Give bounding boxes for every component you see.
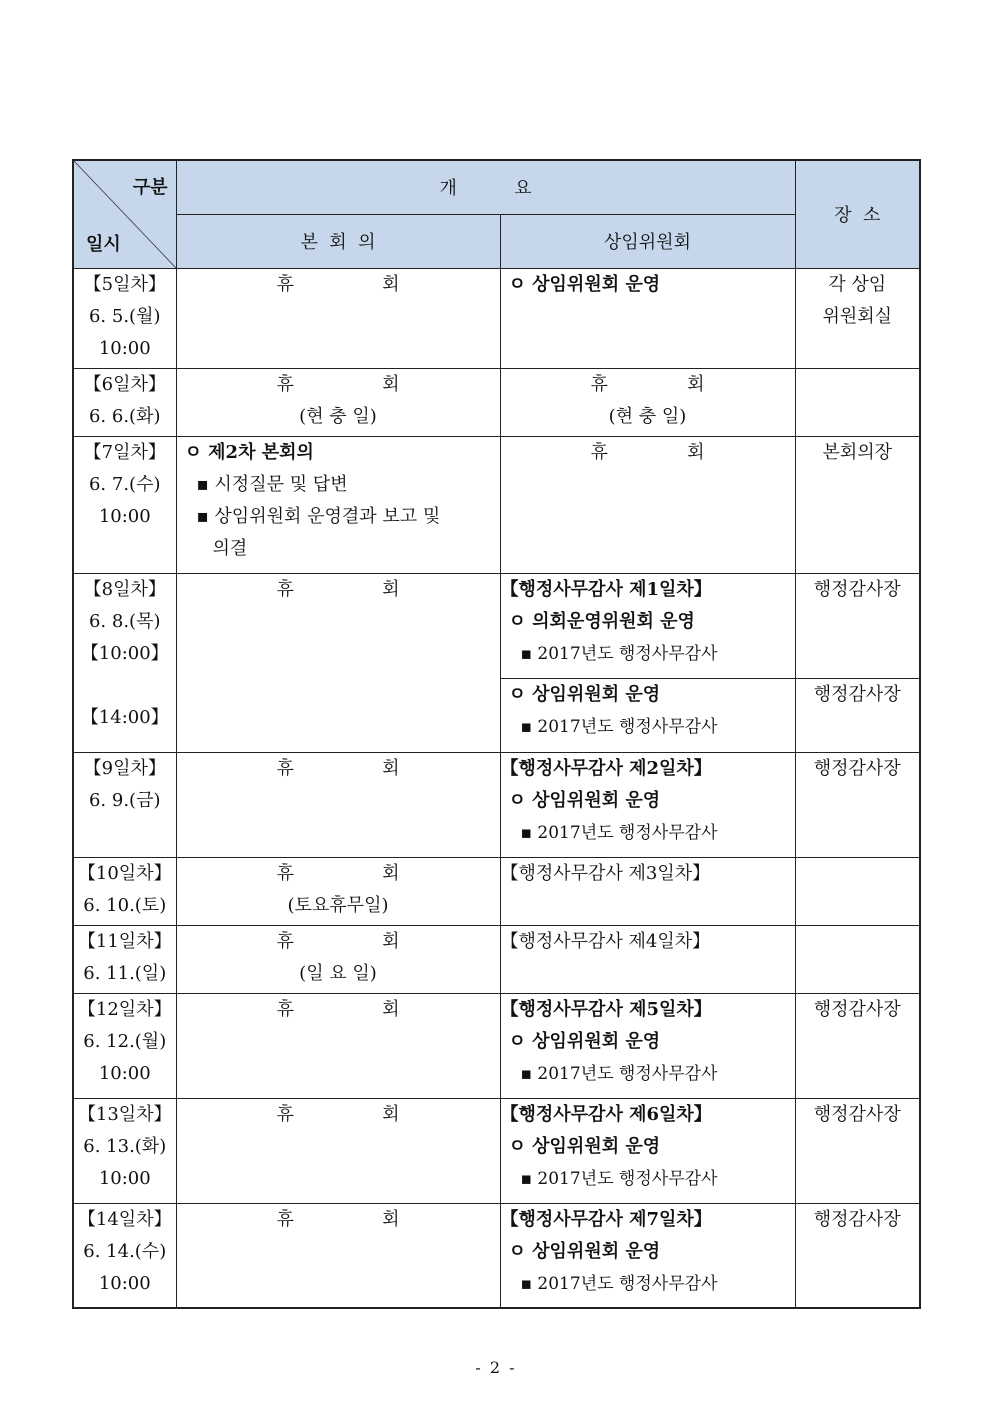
date-label: 6. 8.(목) [88,610,161,632]
table-row [73,752,920,857]
audit-title: 【행정사무감사 제6일차】 [500,1103,712,1125]
date-cell [73,436,176,573]
list-item: ▪ 2017년도 행정사무감사 [520,1063,718,1084]
committee-bullet: ㅇ 상임위원회 운영 [508,1240,661,1262]
table-row [73,368,920,436]
header-diagonal-cell [73,160,176,268]
list-item: ▪ 2017년도 행정사무감사 [520,822,718,843]
recess-label: 휴 회 [276,373,400,395]
date-label: 6. 7.(수) [88,473,161,495]
plenary-cell [176,993,500,1098]
committee-bullet: ㅇ 상임위원회 운영 [508,1135,661,1157]
header-overview: 개 요 [176,160,795,214]
date-label: 6. 11.(일) [83,962,167,984]
date-label: 6. 14.(수) [83,1240,167,1262]
time-label: 10:00 [98,337,151,359]
recess-label: 휴 회 [276,930,400,952]
place-cell: 행정감사장 [795,678,920,752]
committee-cell [500,368,795,436]
holiday-label: (토요휴무일) [287,894,389,916]
audit-title: 【행정사무감사 제2일차】 [500,757,712,779]
plenary-cell [176,268,500,368]
place-cell [795,857,920,925]
table-row [73,436,920,573]
date-cell [73,573,176,752]
day-label: 【11일차】 [77,930,172,952]
place-cell [795,368,920,436]
date-label: 6. 5.(월) [88,305,161,327]
holiday-label: (일 요 일) [299,962,377,984]
place-cell: 각 상임 위원회실 [795,268,920,368]
committee-bullet: ㅇ 상임위원회 운영 [508,683,661,705]
holiday-label: (현 충 일) [299,405,377,427]
place-cell: 행정감사장 [795,1203,920,1308]
audit-title: 【행정사무감사 제1일차】 [500,578,712,600]
time-label: 【14:00】 [80,706,169,728]
audit-title: 【행정사무감사 제3일차】 [500,862,711,884]
time-label: 10:00 [98,1272,151,1294]
table-row [73,925,920,993]
committee-bullet: ㅇ 의회운영위원회 운영 [508,610,695,632]
table-row [73,1098,920,1203]
header-row-label: 일시 [86,233,121,255]
date-cell [73,268,176,368]
list-item: ▪ 2017년도 행정사무감사 [520,1273,718,1294]
day-label: 【12일차】 [77,998,172,1020]
time-label: 10:00 [98,1062,151,1084]
plenary-cell [176,368,500,436]
committee-cell [500,857,795,925]
audit-title: 【행정사무감사 제7일차】 [500,1208,712,1230]
plenary-cell [176,925,500,993]
recess-label: 휴 회 [276,862,400,884]
place-cell: 행정감사장 [795,993,920,1098]
schedule-table [72,159,921,1309]
list-item: ▪ 2017년도 행정사무감사 [520,716,718,737]
place-cell: 행정감사장 [795,573,920,678]
table-row [73,1203,920,1308]
committee-bullet: ㅇ 상임위원회 운영 [508,789,661,811]
recess-label: 휴 회 [276,757,400,779]
recess-label: 휴 회 [276,1208,400,1230]
date-cell [73,1098,176,1203]
date-cell [73,752,176,857]
date-label: 6. 6.(화) [88,405,161,427]
recess-label: 휴 회 [276,1103,400,1125]
plenary-cell [176,1098,500,1203]
committee-bullet: ㅇ 상임위원회 운영 [508,273,661,295]
list-item: ▪ 2017년도 행정사무감사 [520,1168,718,1189]
place-cell: 행정감사장 [795,752,920,857]
committee-bullet: ㅇ 상임위원회 운영 [508,1030,661,1052]
recess-label: 휴 회 [276,273,400,295]
committee-cell [500,1203,795,1308]
audit-title: 【행정사무감사 제5일차】 [500,998,712,1020]
place-cell: 행정감사장 [795,1098,920,1203]
list-item: ▪ 시정질문 및 답변 [196,473,348,495]
recess-label: 휴 회 [590,373,705,395]
recess-label: 휴 회 [276,998,400,1020]
date-cell [73,1203,176,1308]
committee-cell [500,993,795,1098]
plenary-cell [176,1203,500,1308]
committee-cell [500,268,795,368]
time-label: 10:00 [98,1167,151,1189]
header-place: 장 소 [795,160,920,268]
date-cell [73,993,176,1098]
table-row [73,268,920,368]
recess-label: 휴 회 [276,578,400,600]
list-item: 의결 [212,537,248,559]
day-label: 【13일차】 [77,1103,172,1125]
plenary-cell [176,573,500,752]
date-label: 6. 9.(금) [88,789,161,811]
day-label: 【14일차】 [77,1208,172,1230]
day-label: 【6일차】 [83,373,166,395]
committee-cell [500,1098,795,1203]
place-cell: 본회의장 [795,436,920,573]
recess-label: 휴 회 [590,441,705,463]
time-label: 10:00 [98,505,151,527]
plenary-heading: ㅇ 제2차 본회의 [184,441,314,463]
table-row [73,857,920,925]
time-label: 【10:00】 [80,642,169,664]
holiday-label: (현 충 일) [608,405,687,427]
list-item: ▪ 상임위원회 운영결과 보고 및 [196,505,441,527]
day-label: 【7일차】 [83,441,166,463]
plenary-cell [176,752,500,857]
committee-cell [500,436,795,573]
header-committee: 상임위원회 [500,214,795,268]
page-number: - 2 - [475,1358,517,1377]
table-row [73,993,920,1098]
date-label: 6. 13.(화) [83,1135,167,1157]
plenary-cell [176,436,500,573]
date-cell [73,925,176,993]
committee-cell [500,573,795,678]
audit-title: 【행정사무감사 제4일차】 [500,930,711,952]
table-row [73,573,920,678]
committee-cell [500,925,795,993]
committee-cell [500,752,795,857]
list-item: ▪ 2017년도 행정사무감사 [520,643,718,664]
day-label: 【9일차】 [83,757,166,779]
header-plenary: 본 회 의 [176,214,500,268]
plenary-cell [176,857,500,925]
place-cell [795,925,920,993]
day-label: 【8일차】 [83,578,166,600]
day-label: 【5일차】 [83,273,166,295]
date-label: 6. 10.(토) [83,894,167,916]
header-col-label: 구분 [132,177,168,198]
committee-cell [500,678,795,752]
day-label: 【10일차】 [77,862,172,884]
date-label: 6. 12.(월) [83,1030,167,1052]
date-cell [73,368,176,436]
date-cell [73,857,176,925]
